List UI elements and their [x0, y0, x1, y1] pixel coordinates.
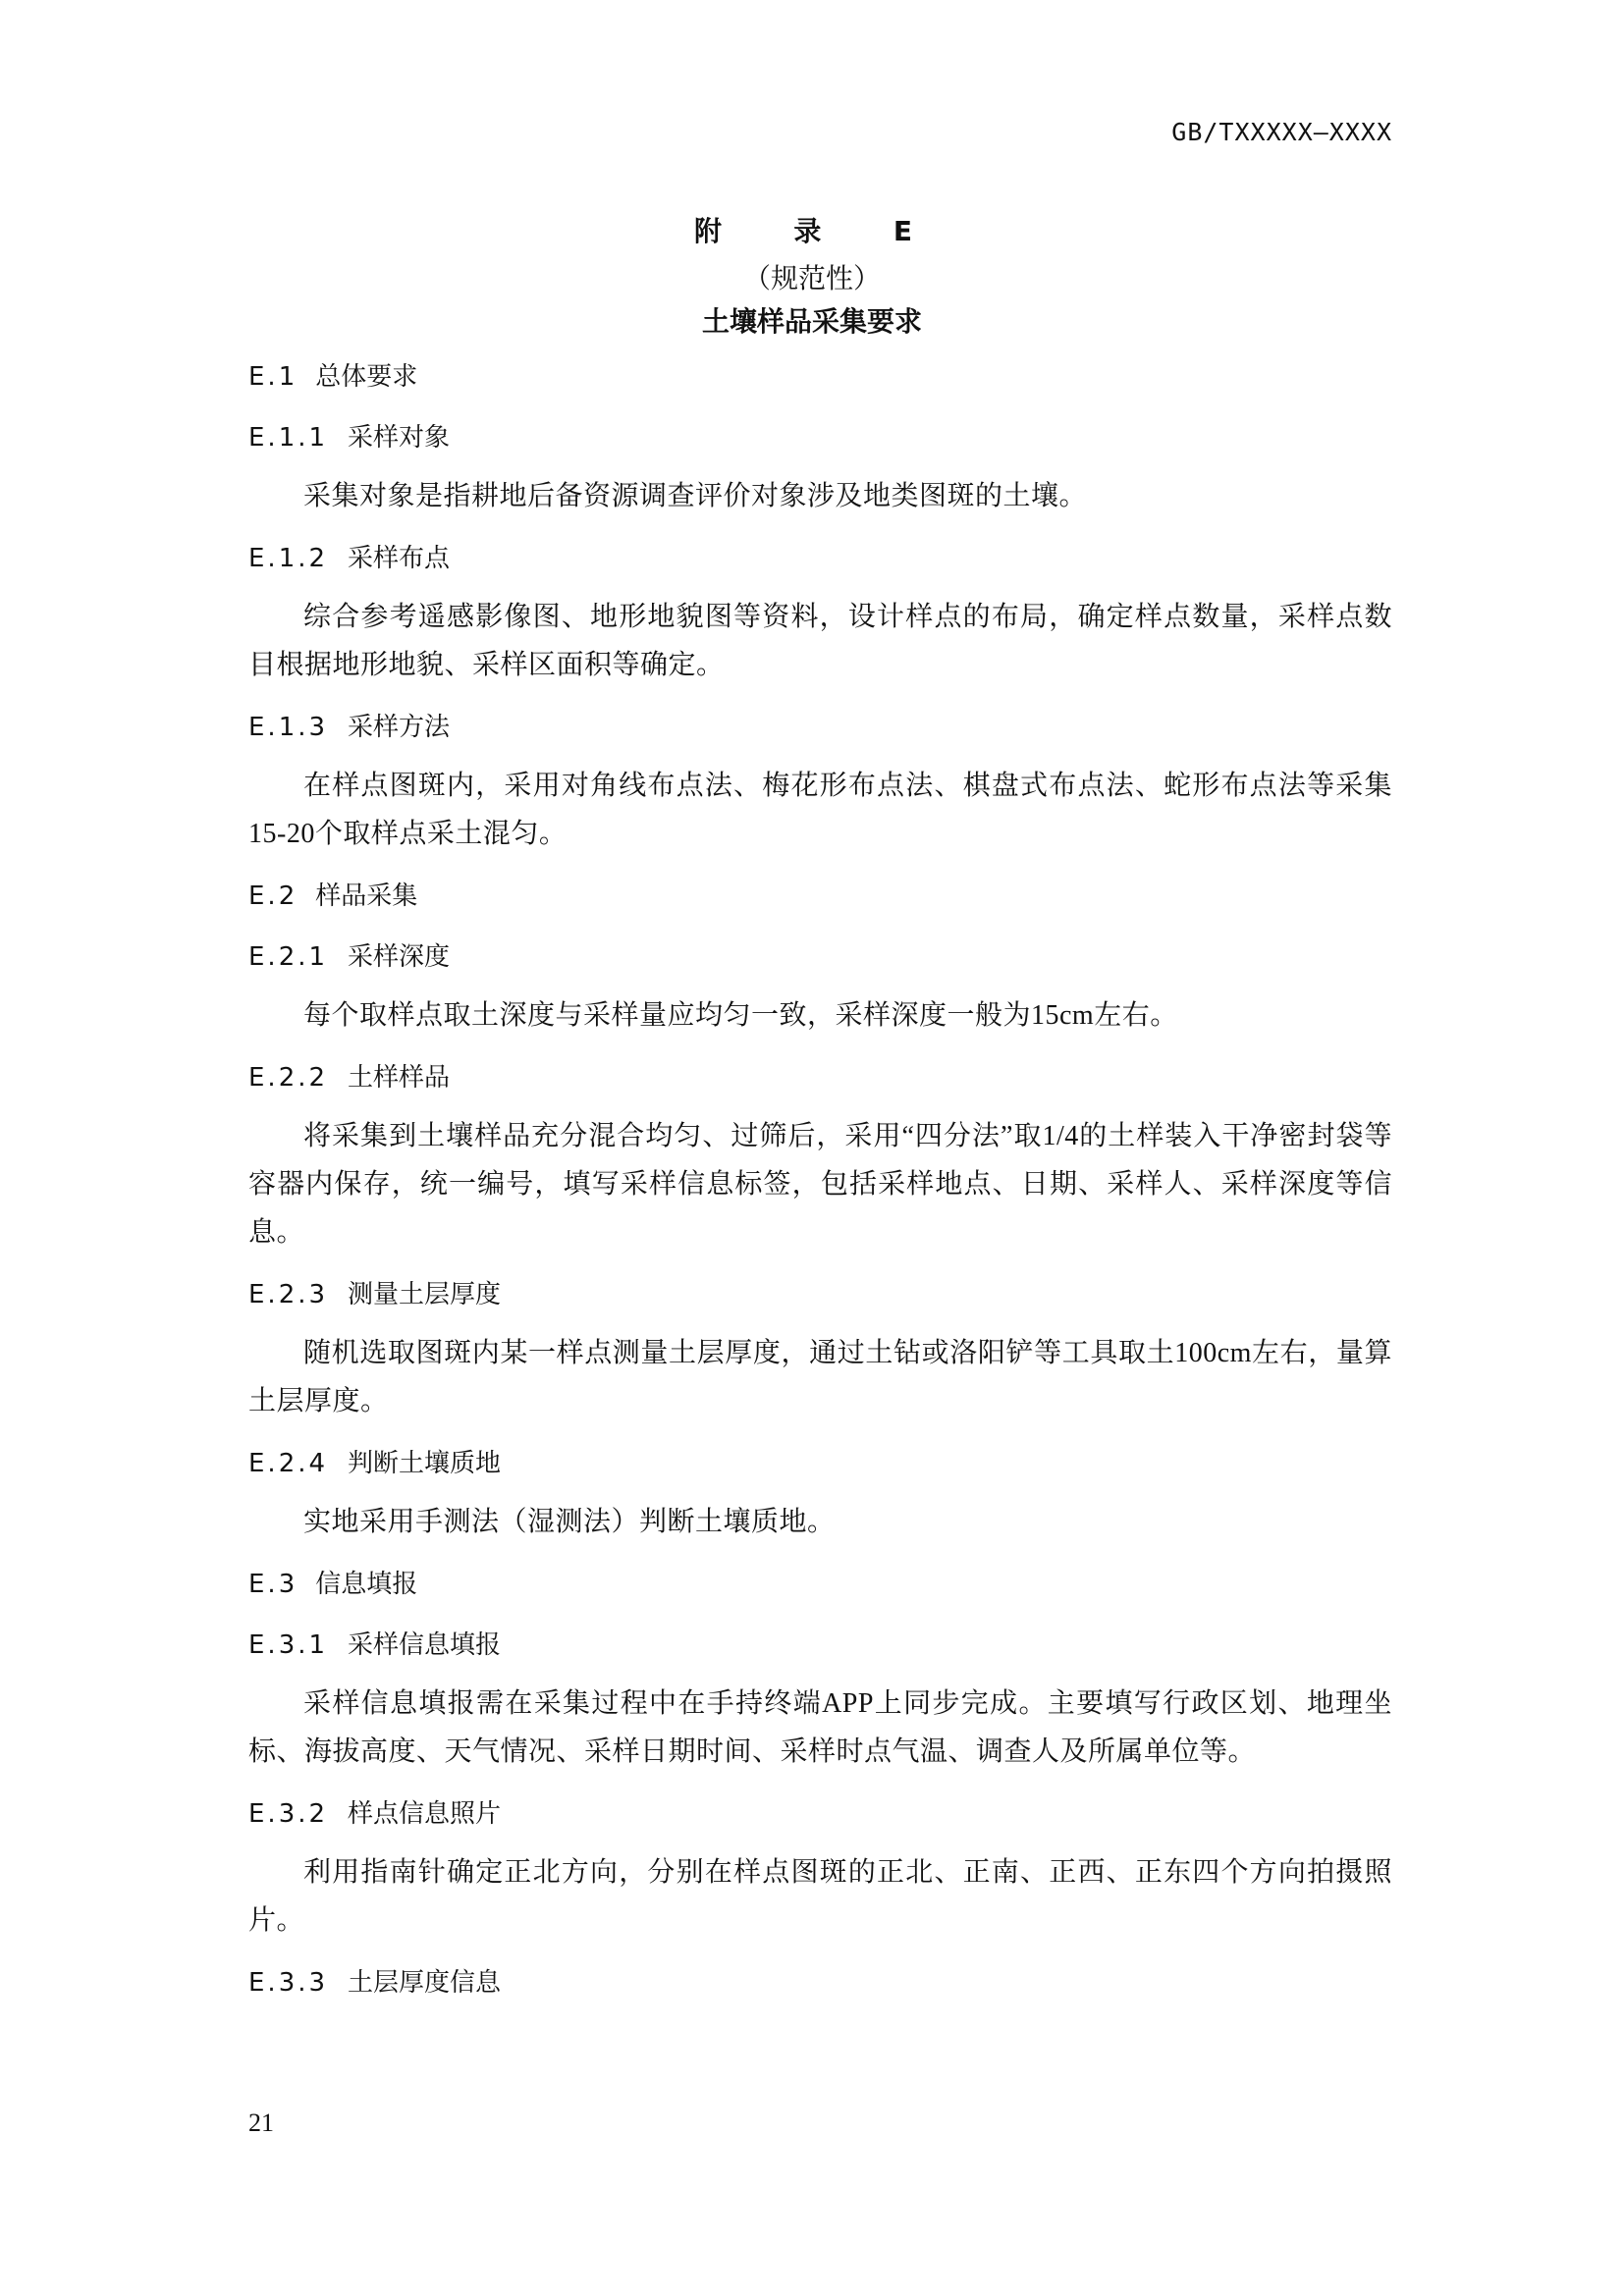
section-paragraph-e32: 利用指南针确定正北方向，分别在样点图斑的正北、正南、正西、正东四个方向拍摄照片。: [248, 1857, 1392, 1936]
section-heading-e31: [248, 1627, 1392, 1664]
appendix-title: 附 录 E: [693, 215, 931, 247]
section-heading-e1: [248, 358, 1392, 396]
section-number: E.2.1: [248, 942, 329, 972]
section-heading-e2: [248, 878, 1392, 915]
section-number: E.3: [248, 1570, 298, 1599]
section-number: E.2.2: [248, 1063, 329, 1093]
section-number: E.3.2: [248, 1799, 329, 1829]
appendix-name: 土壤样品采集要求: [701, 305, 922, 338]
section-number: E.1: [248, 362, 298, 392]
section-number: E.1.1: [248, 423, 329, 453]
section-heading-e13: [248, 709, 1392, 746]
document-body: [248, 358, 1392, 2025]
page-number: 21: [248, 2109, 274, 2137]
section-paragraph-e31: 采样信息填报需在采集过程中在手持终端APP上同步完成。主要填写行政区划、地理坐标、海拔高度、天气情况、采样日期时间、采样时点气温、调查人及所属单位等。: [248, 1688, 1392, 1767]
section-number: E.2: [248, 881, 298, 911]
section-number: E.2.4: [248, 1449, 329, 1478]
section-number: E.3.3: [248, 1968, 329, 1998]
appendix-type: （规范性）: [742, 262, 881, 294]
section-heading-e3: [248, 1566, 1392, 1603]
section-title: 土样样品: [348, 1063, 451, 1093]
section-paragraph-e24: 实地采用手测法（湿测法）判断土壤质地。: [303, 1507, 836, 1537]
section-heading-e23: [248, 1276, 1392, 1313]
section-title: 样品采集: [315, 881, 418, 911]
section-number: E.2.3: [248, 1280, 329, 1309]
section-title: 采样深度: [348, 942, 451, 972]
document-code: GB/TXXXXX—XXXX: [1171, 118, 1392, 146]
section-number: E.3.1: [248, 1630, 329, 1660]
section-title: 采样方法: [348, 713, 451, 742]
section-title: 采样对象: [348, 423, 451, 453]
section-title: 信息填报: [315, 1570, 418, 1599]
section-title: 采样信息填报: [348, 1630, 502, 1660]
section-paragraph-e22: 将采集到土壤样品充分混合均匀、过筛后，采用“四分法”取1/4的土样装入干净密封袋等容器内保存，统一编号，填写采样信息标签，包括采样地点、日期、采样人、采样深度等信息。: [248, 1121, 1392, 1248]
section-heading-e33: [248, 1964, 1392, 2002]
section-heading-e32: [248, 1795, 1392, 1833]
section-title: 判断土壤质地: [348, 1449, 502, 1478]
section-paragraph-e21: 每个取样点取土深度与采样量应均匀一致，采样深度一般为15cm左右。: [303, 1000, 1178, 1031]
section-title: 土层厚度信息: [348, 1968, 502, 1998]
section-number: E.1.2: [248, 544, 329, 573]
section-title: 测量土层厚度: [348, 1280, 502, 1309]
section-heading-e21: [248, 938, 1392, 976]
section-paragraph-e13: 在样点图斑内，采用对角线布点法、梅花形布点法、棋盘式布点法、蛇形布点法等采集15-20个取样点采土混匀。: [248, 771, 1392, 849]
section-paragraph-e12: 综合参考遥感影像图、地形地貌图等资料，设计样点的布局，确定样点数量，采样点数目根据地形地貌、采样区面积等确定。: [248, 602, 1392, 680]
section-paragraph-e11: 采集对象是指耕地后备资源调查评价对象涉及地类图斑的土壤。: [303, 481, 1088, 511]
section-title: 采样布点: [348, 544, 451, 573]
section-title: 总体要求: [315, 362, 418, 392]
section-heading-e12: [248, 540, 1392, 577]
section-heading-e22: [248, 1059, 1392, 1096]
section-paragraph-e23: 随机选取图斑内某一样点测量土层厚度，通过土钻或洛阳铲等工具取土100cm左右，量算土层厚度。: [248, 1338, 1392, 1416]
section-title: 样点信息照片: [348, 1799, 502, 1829]
section-heading-e11: [248, 419, 1392, 456]
section-heading-e24: [248, 1445, 1392, 1482]
section-number: E.1.3: [248, 713, 329, 742]
